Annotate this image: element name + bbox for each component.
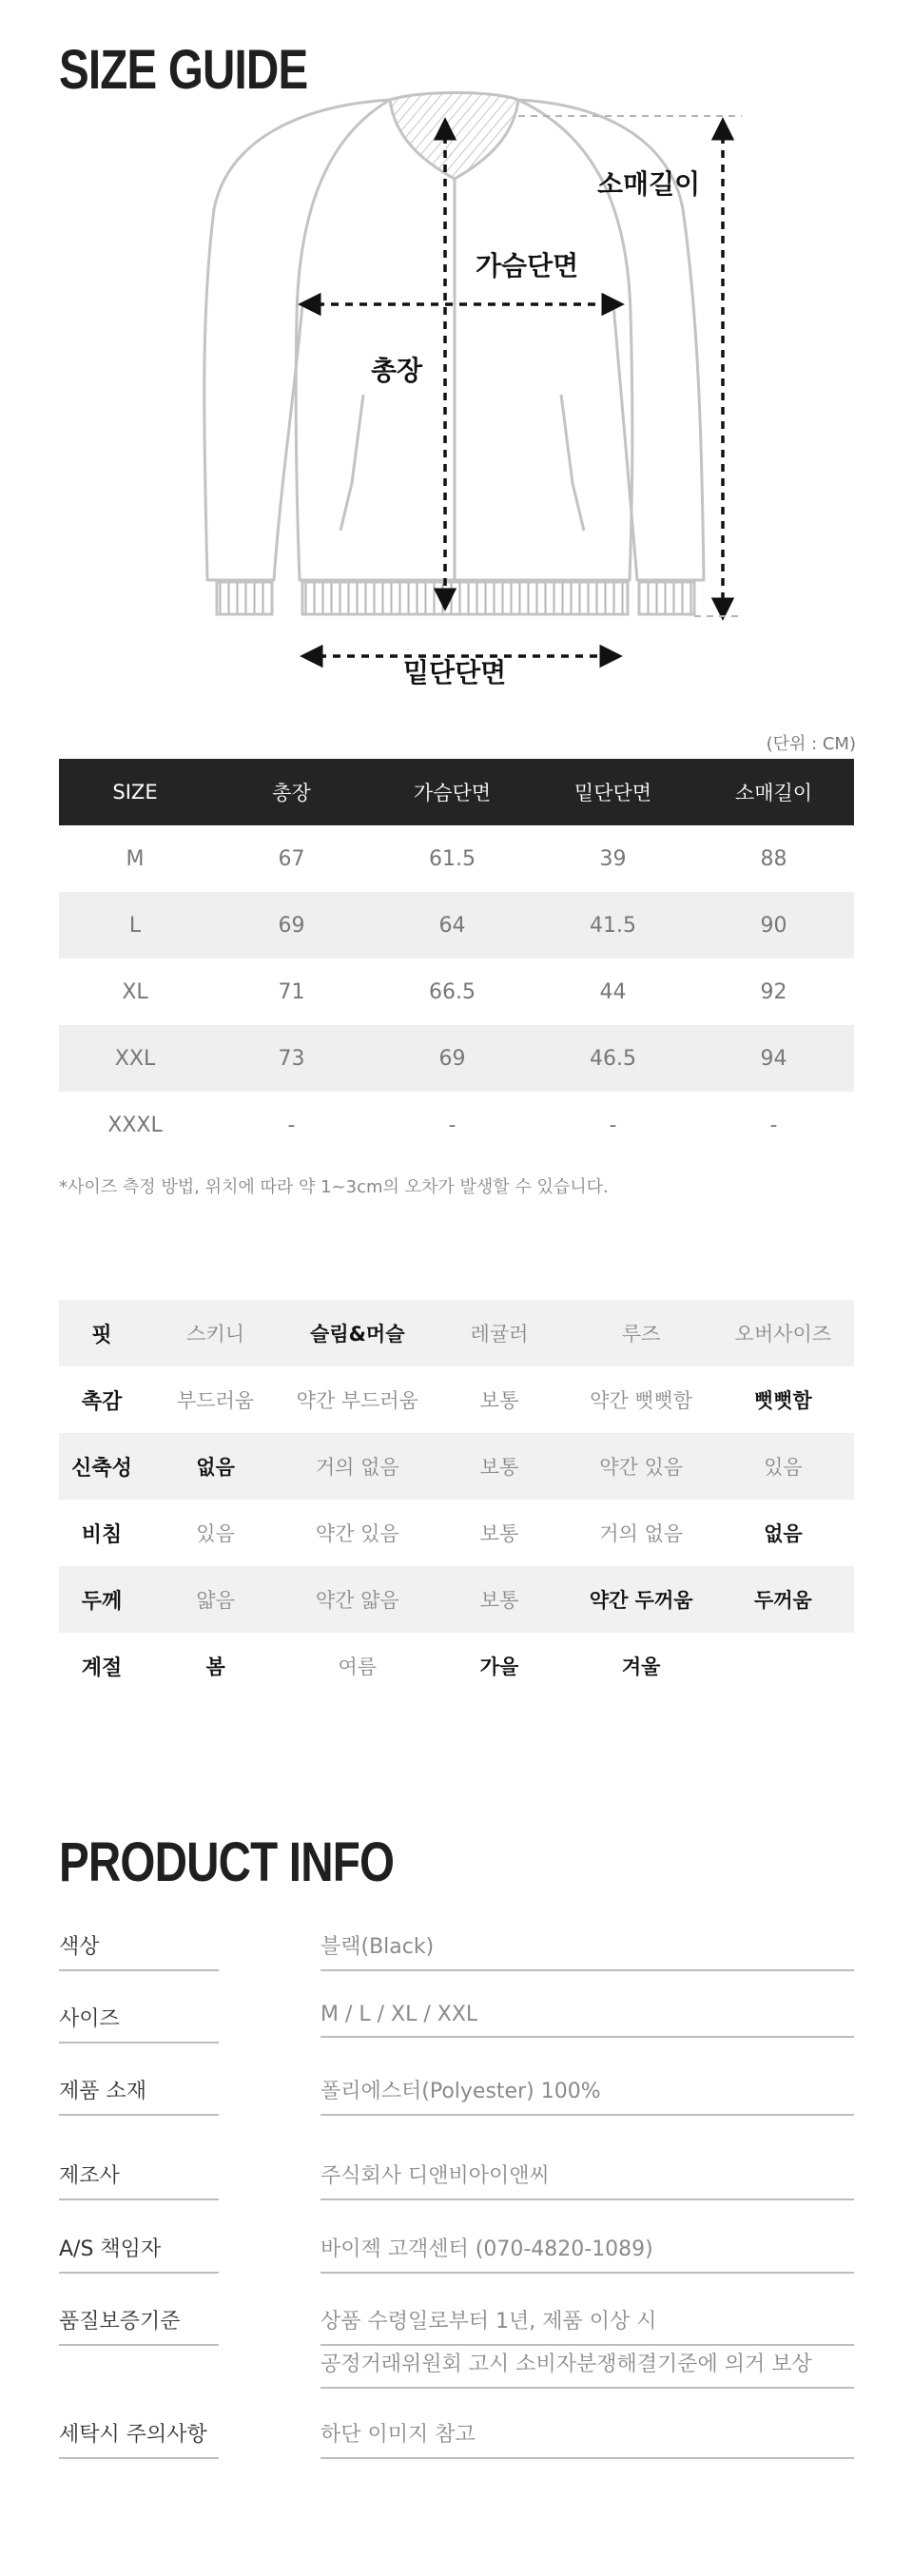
table-row xyxy=(59,1092,854,1158)
info-label: 세탁시 주의사항 xyxy=(59,2418,219,2459)
info-label: 색상 xyxy=(59,1930,219,1971)
fit-option: 약간 뻣뻣함 xyxy=(590,1389,693,1412)
fit-option: 약간 얇음 xyxy=(286,1566,428,1633)
table-cell: 69 xyxy=(372,1025,533,1092)
table-cell: 64 xyxy=(372,892,533,959)
size-table-header-cell: 총장 xyxy=(211,759,372,825)
jacket-measurement-diagram xyxy=(190,86,761,688)
fit-option: 약간 부드러움 xyxy=(296,1389,418,1412)
fit-option-selected: 없음 xyxy=(145,1433,286,1500)
table-cell: - xyxy=(287,1113,296,1137)
table-cell: - xyxy=(769,1113,778,1137)
product-info-title: PRODUCT INFO xyxy=(59,1831,395,1893)
info-label: 품질보증기준 xyxy=(59,2305,219,2346)
fit-option: 얇음 xyxy=(145,1566,286,1633)
table-cell: L xyxy=(59,892,211,959)
fit-row-label: 계절 xyxy=(81,1656,123,1680)
fit-option: 거의 없음 xyxy=(286,1433,428,1500)
info-value: 폴리에스터(Polyester) 100% xyxy=(321,2075,854,2116)
info-value: 블랙(Black) xyxy=(321,1930,854,1971)
table-cell: 66.5 xyxy=(429,979,476,1004)
table-cell: 88 xyxy=(760,846,787,871)
table-cell: 44 xyxy=(599,979,627,1004)
table-cell: 71 xyxy=(278,979,305,1004)
fit-option: 있음 xyxy=(196,1522,235,1545)
table-row xyxy=(59,1025,854,1092)
hem-rib xyxy=(302,582,628,614)
fit-option-selected: 슬림&머슬 xyxy=(286,1300,428,1366)
sleeve-length-label: 소매길이 xyxy=(597,168,701,200)
table-cell: 69 xyxy=(211,892,372,959)
fit-option: 거의 없음 xyxy=(599,1522,684,1545)
fit-row-label: 촉감 xyxy=(81,1389,123,1414)
chest-width-label: 가슴단면 xyxy=(476,250,579,281)
total-length-label: 총장 xyxy=(371,355,423,386)
size-table-header xyxy=(59,759,854,825)
fit-option: 보통 xyxy=(428,1566,570,1633)
size-table xyxy=(59,759,854,1158)
fit-option-selected: 겨울 xyxy=(621,1656,661,1678)
info-label: 제품 소재 xyxy=(59,2075,219,2116)
table-cell: - xyxy=(609,1113,617,1137)
fit-row-label: 비침 xyxy=(81,1522,123,1547)
fit-guide-table xyxy=(59,1300,854,1699)
fit-option-selected: 없음 xyxy=(764,1522,803,1545)
fit-option: 루즈 xyxy=(571,1300,712,1366)
table-row xyxy=(59,959,854,1025)
fit-option-selected: 뻣뻣함 xyxy=(753,1389,812,1412)
size-table-header-cell: SIZE xyxy=(59,759,211,825)
fit-option: 보통 xyxy=(428,1433,570,1500)
fit-option: 있음 xyxy=(712,1433,854,1500)
fit-row-label: 신축성 xyxy=(59,1433,145,1500)
info-value: 주식회사 디앤비아이앤씨 xyxy=(321,2160,854,2200)
table-row xyxy=(59,892,854,959)
fit-row xyxy=(59,1566,854,1633)
info-label: 제조사 xyxy=(59,2160,219,2200)
table-cell: 67 xyxy=(278,846,305,871)
fit-row xyxy=(59,1500,854,1566)
fit-row-label: 두께 xyxy=(59,1566,145,1633)
info-label: 사이즈 xyxy=(59,2003,219,2043)
table-cell: 39 xyxy=(599,846,627,871)
table-cell: 90 xyxy=(693,892,854,959)
table-cell: 61.5 xyxy=(429,846,476,871)
table-cell: 41.5 xyxy=(533,892,693,959)
fit-row-label: 핏 xyxy=(59,1300,145,1366)
table-cell: M xyxy=(126,846,145,871)
table-cell: 73 xyxy=(211,1025,372,1092)
fit-option: 레귤러 xyxy=(428,1300,570,1366)
fit-option-selected: 약간 두꺼움 xyxy=(571,1566,712,1633)
fit-option xyxy=(712,1633,854,1699)
fit-row xyxy=(59,1366,854,1433)
fit-option-selected: 봄 xyxy=(205,1656,225,1678)
table-cell: 94 xyxy=(693,1025,854,1092)
size-measurement-note: *사이즈 측정 방법, 위치에 따라 약 1~3cm의 오차가 발생할 수 있습니다. xyxy=(59,1177,609,1197)
fit-option: 부드러움 xyxy=(177,1389,255,1412)
info-value: 하단 이미지 참고 xyxy=(321,2418,854,2459)
table-cell: - xyxy=(448,1113,456,1137)
fit-option: 약간 있음 xyxy=(571,1433,712,1500)
table-cell: XXL xyxy=(59,1025,211,1092)
fit-row xyxy=(59,1433,854,1500)
fit-row xyxy=(59,1300,854,1366)
left-cuff xyxy=(217,582,272,614)
fit-option: 오버사이즈 xyxy=(712,1300,854,1366)
fit-option: 약간 있음 xyxy=(315,1522,399,1545)
right-cuff xyxy=(639,582,694,614)
fit-option: 보통 xyxy=(479,1522,519,1545)
info-value: M / L / XL / XXL xyxy=(321,2003,854,2038)
fit-row xyxy=(59,1633,854,1699)
fit-option: 보통 xyxy=(479,1389,519,1412)
info-value: 상품 수령일로부터 1년, 제품 이상 시 xyxy=(321,2305,854,2346)
size-table-header-cell: 밑단단면 xyxy=(533,759,693,825)
unit-note: (단위 : CM) xyxy=(766,734,856,754)
size-guide-title: SIZE GUIDE xyxy=(59,39,308,101)
size-table-header-cell: 가슴단면 xyxy=(372,759,533,825)
fit-option: 여름 xyxy=(338,1656,378,1678)
fit-option-selected: 두꺼움 xyxy=(712,1566,854,1633)
table-cell: 92 xyxy=(760,979,787,1004)
info-value: 바이젝 고객센터 (070-4820-1089) xyxy=(321,2233,854,2274)
table-row xyxy=(59,825,854,892)
info-value: 공정거래위원회 고시 소비자분쟁해결기준에 의거 보상 xyxy=(321,2348,854,2389)
info-label: A/S 책임자 xyxy=(59,2233,219,2274)
hem-width-label: 밑단단면 xyxy=(403,657,507,688)
table-cell: XL xyxy=(122,979,148,1004)
table-cell: XXXL xyxy=(107,1113,163,1137)
fit-option: 스키니 xyxy=(145,1300,286,1366)
size-table-header-cell: 소매길이 xyxy=(693,759,854,825)
table-cell: 46.5 xyxy=(533,1025,693,1092)
fit-option-selected: 가을 xyxy=(479,1656,519,1678)
